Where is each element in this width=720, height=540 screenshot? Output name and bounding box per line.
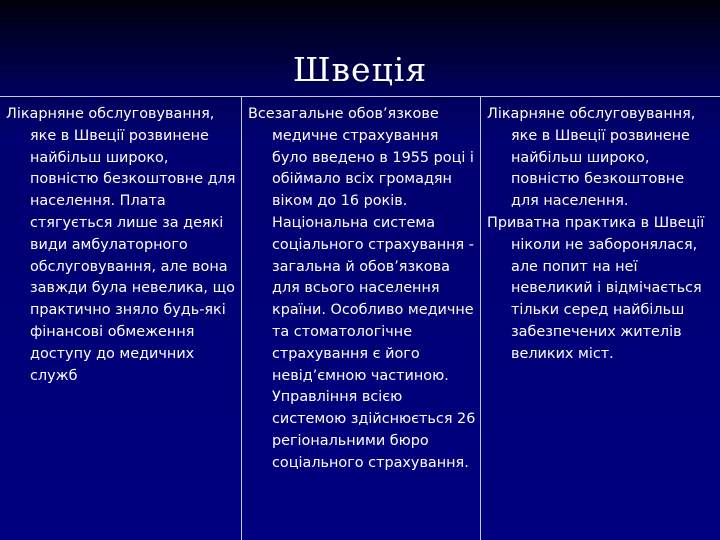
table-column-private-practice — [481, 97, 720, 540]
content-table — [0, 97, 720, 540]
column-text: Лікарняне обслуговування, яке в Швеції розвинене найбільш широко, повністю безкоштовне для населення. Плата стягується лише за деякі види амбулаторного обслуговування, але вона завжди була невелика, що практично зняло будь-які фінансові обмеження доступу до медичних служб — [6, 106, 236, 384]
column-text: Приватна практика в Швеції ніколи не заборонялася, але попит на неї невеликий і відмічається тільки серед найбільш забезпечених жителів великих міст. — [487, 214, 705, 362]
column-text: Всезагальне обов’язкове медичне страхування було введено в 1955 році і обіймало всіх громадян віком до 16 років. Національна система соціального страхування - загальна й обов’язкова для всього населення країни. Особливо медичне та стоматологічне страхування є його невід’ємною частиною. Управління всією системою здійснюється 26 регіональними бюро соціального страхування. — [248, 106, 476, 471]
table-column-insurance — [242, 97, 480, 540]
table-column-hospital-care — [0, 97, 241, 540]
column-text: Лікарняне обслуговування, яке в Швеції розвинене найбільш широко, повністю безкоштовне для населення. — [487, 106, 696, 210]
slide-title: Швеція — [292, 50, 428, 89]
